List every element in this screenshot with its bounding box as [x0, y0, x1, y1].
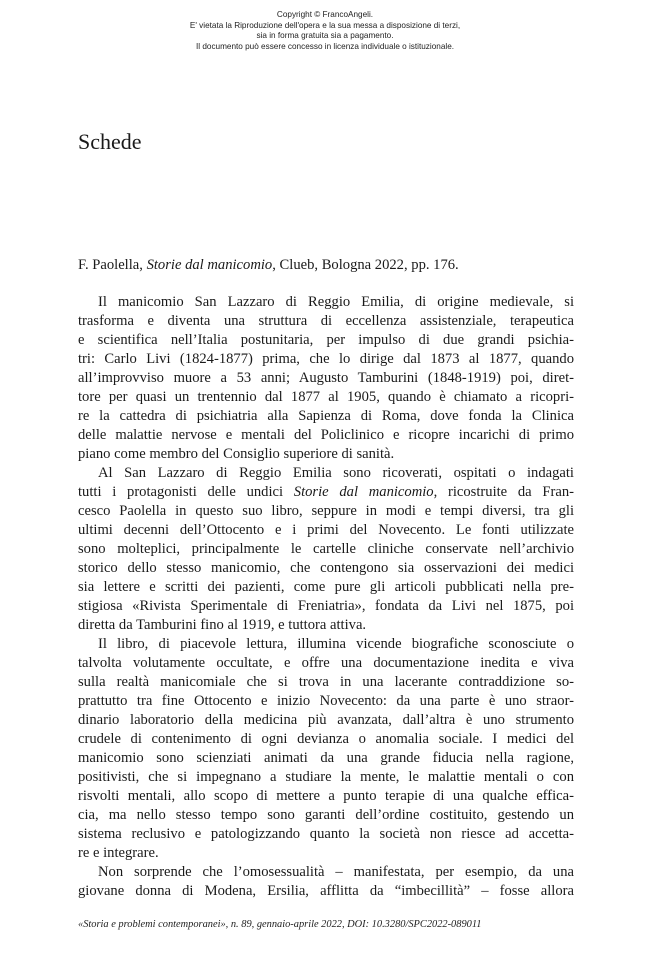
paragraph-2 [78, 464, 574, 635]
copyright-notice [0, 10, 650, 52]
text-line: sono molteplici, principalmente le cartelle cliniche conservate nell’archivio [78, 541, 574, 557]
citation-author: F. Paolella, [78, 257, 147, 273]
paragraph-4 [78, 863, 574, 901]
copyright-line: Il documento può essere concesso in licenza individuale o istituzionale. [195, 41, 455, 51]
text-line: stigiosa «Rivista Sperimentale di Freniatria», fondata da Livi nel 1875, poi [78, 598, 574, 614]
text-line: dinario laboratorio della medicina più avanzata, dall’altra è uno strumento [78, 712, 574, 728]
text-line: positivisti, che si impegnano a studiare la mente, le malattie mentali o con [78, 769, 574, 785]
text-line: giovane donna di Modena, Ersilia, afflitta da “imbecillità” – fosse allora [78, 883, 574, 899]
text-line: prattutto tra fine Ottocento e inizio Novecento: da una parte è uno straor- [78, 693, 574, 709]
book-citation [78, 256, 574, 275]
text-line: re e integrare. [78, 845, 159, 861]
text-line: trasforma e diventa una struttura di eccellenza assistenziale, terapeutica [78, 313, 574, 329]
book-title-reference: Storie dal manicomio [293, 484, 434, 500]
text-line: Il manicomio San Lazzaro di Reggio Emilia, di origine medievale, si [98, 294, 574, 310]
citation-book-title: Storie dal manicomio [146, 257, 273, 273]
text-line: risvolti mentali, allo scopo di mettere a punto terapie di una qualche effica- [78, 788, 574, 804]
text-line: sia lettere e scritti dei pazienti, come pure gli articoli pubblicati nella pre- [78, 579, 574, 595]
text-line: Non sorprende che l’omosessualità – manifestata, per esempio, da una [98, 864, 574, 880]
citation-details: , Clueb, Bologna 2022, pp. 176. [272, 257, 459, 273]
text-line: storico dello stesso manicomio, che contengono sia osservazioni dei medici [78, 560, 574, 576]
text-line: cia, ma nello stesso tempo sono garanti dell’ordine costituito, gestendo un [78, 807, 574, 823]
text-line [78, 483, 574, 502]
text-line: manicomio sono scienziati animati da una grande fiducia nella ragione, [78, 750, 574, 766]
text-line: tri: Carlo Livi (1824-1877) prima, che lo dirige dal 1873 al 1877, quando [78, 351, 574, 367]
text-line: e scientifica nell’Italia postunitaria, per impulso di due grandi psichia- [78, 332, 574, 348]
section-title: Schede [78, 129, 142, 154]
review-body [78, 293, 574, 901]
text-segment: , ricostruite da Fran- [433, 484, 574, 500]
paragraph-1 [78, 293, 574, 464]
text-line: talvolta volutamente occultate, e offre una documentazione inedita e viva [78, 655, 574, 671]
copyright-line: Copyright © FrancoAngeli. [276, 10, 374, 19]
text-line: tore per quasi un trentennio dal 1877 al 1905, quando è chiamato a ricopri- [78, 389, 574, 405]
text-line: re la cattedra di psichiatria alla Sapienza di Roma, dove fonda la Clinica [78, 408, 574, 424]
text-line: crudele di contenimento di ogni devianza o anomalia sociale. I medici del [78, 731, 574, 747]
text-line: piano come membro del Consiglio superiore di sanità. [78, 446, 395, 462]
text-line: delle malattie nervose e mentali del Policlinico e ricopre incarichi di primo [78, 427, 574, 443]
text-line: all’improvviso muore a 53 anni; Augusto Tamburini (1848-1919) poi, diret- [78, 370, 574, 386]
text-line: cesco Paolella in questo suo libro, seppure in modi e tempi diversi, tra gli [78, 503, 574, 519]
text-line: sulla realtà manicomiale che si trova in una lacerante contraddizione so- [78, 674, 574, 690]
text-line: ultimi decenni dell’Ottocento e i primi del Novecento. Le fonti utilizzate [78, 522, 574, 538]
copyright-line: E' vietata la Riproduzione dell'opera e la sua messa a disposizione di terzi, [189, 20, 461, 30]
paragraph-3 [78, 635, 574, 863]
text-segment: tutti i protagonisti delle undici [78, 484, 294, 500]
text-line: diretta da Tamburini fino al 1919, e tuttora attiva. [78, 617, 367, 633]
text-line: Il libro, di piacevole lettura, illumina vicende biografiche sconosciute o [98, 636, 574, 652]
copyright-line: sia in forma gratuita sia a pagamento. [256, 31, 394, 41]
text-line: Al San Lazzaro di Reggio Emilia sono ricoverati, ospitati o indagati [98, 465, 574, 481]
text-line: sistema reclusivo e patologizzando quanto la società non riesce ad accetta- [78, 826, 574, 842]
journal-footer: «Storia e problemi contemporanei», n. 89, gennaio-aprile 2022, DOI: 10.3280/SPC2022-089011 [78, 919, 482, 930]
